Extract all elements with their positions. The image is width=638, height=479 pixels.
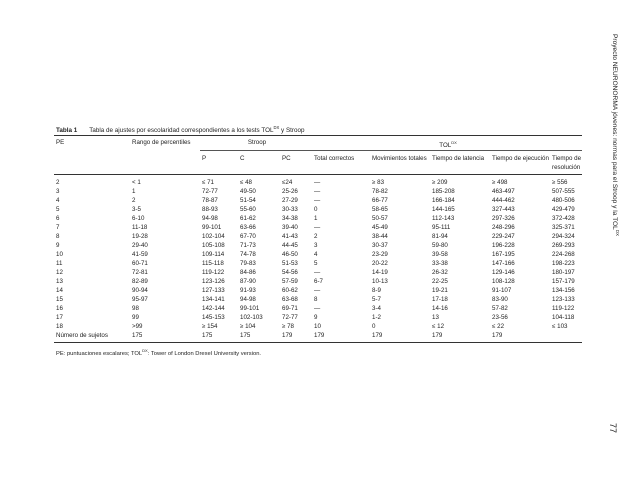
table-cell: 7	[56, 224, 60, 232]
column-header: PC	[280, 151, 312, 175]
table-row	[54, 250, 582, 259]
table-cell: 14-19	[372, 269, 388, 277]
table-cell: 19-28	[132, 233, 148, 241]
table-row	[54, 286, 582, 295]
table-cell: 444-462	[492, 197, 515, 205]
column-header: Tiempo de ejecución	[490, 151, 550, 175]
table-cell: 57-59	[282, 278, 298, 286]
table-cell: 269-293	[552, 242, 575, 250]
table-cell: 95-97	[132, 296, 148, 304]
table-cell: 66-77	[372, 197, 388, 205]
table-cell: 5	[56, 206, 60, 214]
table-cell: 5-7	[372, 296, 381, 304]
table-cell: 38-44	[372, 233, 388, 241]
table-cell: 51-54	[240, 197, 256, 205]
table-cell: 9	[314, 314, 318, 322]
table-cell: —	[314, 224, 321, 232]
table-cell: 179	[280, 331, 312, 343]
table-cell: 0	[314, 206, 318, 214]
table-cell: 179	[312, 331, 370, 343]
header-tol	[312, 136, 582, 151]
table-cell: 51-53	[282, 260, 298, 268]
table-cell: 81-94	[432, 233, 448, 241]
table-cell: 72-77	[282, 314, 298, 322]
column-header: Tiempo de resolución	[550, 151, 582, 175]
table-cell: 22-25	[432, 278, 448, 286]
table-cell: 50-57	[372, 215, 388, 223]
table-row	[54, 295, 582, 304]
running-header	[608, 34, 620, 284]
table-cell: 372-428	[552, 215, 575, 223]
table-body	[54, 175, 582, 343]
table-cell: 6-10	[132, 215, 145, 223]
column-header: C	[238, 151, 280, 175]
table-cell: 115-118	[202, 260, 224, 268]
table-row	[54, 214, 582, 223]
table-cell: 175	[200, 331, 238, 343]
table-label: Tabla 1	[56, 127, 78, 135]
table-cell: 27-29	[282, 197, 298, 205]
table-cell: 91-107	[492, 287, 512, 295]
table-cell: 175	[130, 331, 200, 343]
table-cell: 3	[56, 188, 60, 196]
table-cell: 2	[314, 233, 318, 241]
table-row	[54, 304, 582, 313]
table-cell: 63-68	[282, 296, 298, 304]
table-cell: 98	[132, 305, 139, 313]
header-blank-1	[54, 151, 130, 175]
table-row	[54, 259, 582, 268]
table-cell: 8	[56, 233, 60, 241]
table-container	[54, 123, 582, 358]
table-cell: 142-144	[202, 305, 225, 313]
table-cell: 119-122	[552, 305, 575, 313]
table-cell: 57-82	[492, 305, 508, 313]
table-cell: 10	[56, 251, 63, 259]
table-cell: 15	[56, 296, 63, 304]
table-cell: ≥ 154	[202, 323, 218, 331]
table-cell: 23-56	[492, 314, 508, 322]
table-cell: 134-156	[552, 287, 575, 295]
table-cell: ≤ 103	[552, 323, 568, 331]
table-title: Tabla de ajustes por escolaridad correspondientes a los tests TOL	[89, 127, 274, 135]
table-cell: 144-165	[432, 206, 455, 214]
table-cell: 4	[56, 197, 60, 205]
table-cell: 99-101	[240, 305, 260, 313]
table-cell: 54-56	[282, 269, 298, 277]
table-cell: 10	[314, 323, 321, 331]
table-cell: 11	[56, 260, 63, 268]
table-cell: 60-62	[282, 287, 298, 295]
table-cell: 105-108	[202, 242, 225, 250]
table-cell: 11-18	[132, 224, 148, 232]
page-number: 77	[608, 423, 618, 434]
table-row	[54, 313, 582, 322]
data-table	[54, 136, 582, 343]
table-caption	[54, 123, 582, 136]
table-row	[54, 223, 582, 232]
table-cell: ≤ 48	[240, 179, 252, 187]
table-cell: 102-104	[202, 233, 225, 241]
table-cell: —	[314, 179, 321, 187]
footnote-sup: DX	[142, 348, 148, 354]
table-cell: 297-326	[492, 215, 515, 223]
column-header: P	[200, 151, 238, 175]
column-header: Total correctos	[312, 151, 370, 175]
table-cell: —	[314, 287, 321, 295]
table-cell: 224-268	[552, 251, 575, 259]
table-cell: 29-40	[132, 242, 148, 250]
table-cell: >99	[132, 323, 143, 331]
table-cell: ≥ 556	[552, 179, 568, 187]
table-cell: 5	[314, 260, 318, 268]
table-cell: 109-114	[202, 251, 225, 259]
column-header: Movimientos totales	[370, 151, 430, 175]
table-cell: 429-479	[552, 206, 575, 214]
table-cell: 30-33	[282, 206, 298, 214]
table-cell: —	[314, 197, 321, 205]
table-cell: 9	[56, 242, 60, 250]
footnote-text: PE: puntuaciones escalares; TOL	[56, 350, 143, 357]
table-cell: 294-324	[552, 233, 575, 241]
table-cell: 6	[56, 215, 60, 223]
table-cell: 49-50	[240, 188, 256, 196]
table-cell: 102-103	[240, 314, 263, 322]
table-cell: 58-65	[372, 206, 388, 214]
table-cell: —	[314, 305, 321, 313]
table-cell: 2	[132, 197, 136, 205]
table-cell: 94-98	[240, 296, 256, 304]
table-row	[54, 277, 582, 286]
table-cell: 507-555	[552, 188, 575, 196]
table-cell: 60-71	[132, 260, 148, 268]
table-cell: 196-228	[492, 242, 515, 250]
table-cell: 59-80	[432, 242, 448, 250]
table-cell: 6-7	[314, 278, 323, 286]
table-cell: 45-49	[372, 224, 388, 232]
table-cell: —	[314, 269, 321, 277]
table-cell: 88-93	[202, 206, 218, 214]
table-cell: 104-118	[552, 314, 575, 322]
table-cell: 83-90	[492, 296, 508, 304]
table-cell: ≤24	[282, 179, 293, 187]
table-row	[54, 196, 582, 205]
table-cell: 175	[238, 331, 280, 343]
header-tol-label: TOL	[439, 142, 452, 150]
table-cell: 34-38	[282, 215, 298, 223]
table-cell: 480-506	[552, 197, 575, 205]
footnote-suffix: : Tower of London Drexel University version.	[147, 350, 262, 357]
table-cell: 33-38	[432, 260, 448, 268]
table-cell: 95-111	[432, 224, 451, 232]
table-cell: 69-71	[282, 305, 298, 313]
table-cell: ≥ 83	[372, 179, 385, 187]
table-cell: 129-146	[492, 269, 515, 277]
table-cell: 25-26	[282, 188, 298, 196]
table-cell: ≤ 12	[432, 323, 445, 331]
table-cell: 112-143	[432, 215, 455, 223]
table-cell: 108-128	[492, 278, 515, 286]
table-cell: ≥ 209	[432, 179, 448, 187]
table-cell: 3-4	[372, 305, 381, 313]
table-cell: 167-195	[492, 251, 515, 259]
table-cell: 123-133	[552, 296, 575, 304]
table-cell: 3-5	[132, 206, 141, 214]
table-cell: ≥ 78	[282, 323, 294, 331]
table-cell: 3	[314, 242, 318, 250]
table-cell: 1-2	[372, 314, 381, 322]
table-title-sup: DX	[273, 125, 280, 130]
table-cell: 4	[314, 251, 318, 259]
table-cell: 0	[372, 323, 376, 331]
table-cell: 1	[314, 215, 318, 223]
table-cell: 23-29	[372, 251, 388, 259]
table-row	[54, 187, 582, 196]
table-cell: 41-59	[132, 251, 148, 259]
table-cell: 30-37	[372, 242, 388, 250]
table-row	[54, 268, 582, 277]
table-cell: 14	[56, 287, 63, 295]
table-cell: 325-371	[552, 224, 575, 232]
table-cell: 39-58	[432, 251, 448, 259]
table-cell: 463-497	[492, 188, 515, 196]
table-cell: 17	[56, 314, 63, 322]
table-cell: 78-87	[202, 197, 218, 205]
table-cell: 8-9	[372, 287, 381, 295]
table-cell: 185-208	[432, 188, 455, 196]
table-cell: 74-78	[240, 251, 256, 259]
table-cell: 71-73	[240, 242, 256, 250]
table-cell: 18	[56, 323, 63, 331]
table-row	[54, 241, 582, 250]
table-cell: 90-94	[132, 287, 148, 295]
table-cell: 10-13	[372, 278, 388, 286]
table-cell: 147-166	[492, 260, 515, 268]
header-pe: PE	[56, 139, 65, 146]
column-header-row	[54, 151, 582, 175]
table-cell: 39-40	[282, 224, 298, 232]
header-stroop-label: Stroop	[247, 139, 267, 146]
table-cell: 17-18	[432, 296, 448, 304]
column-header: Tiempo de latencia	[430, 151, 490, 175]
table-cell: 248-296	[492, 224, 515, 232]
table-cell: 55-60	[240, 206, 256, 214]
table-cell: 79-83	[240, 260, 256, 268]
table-cell: < 1	[132, 179, 141, 187]
table-cell: 94-98	[202, 215, 218, 223]
table-cell: 157-179	[552, 278, 575, 286]
table-cell: 12	[56, 269, 63, 277]
table-cell: 13	[432, 314, 439, 322]
table-row	[54, 175, 582, 188]
table-cell: 8	[314, 296, 318, 304]
table-cell: 179	[430, 331, 490, 343]
table-row	[54, 205, 582, 214]
table-row	[54, 232, 582, 241]
table-row	[54, 322, 582, 331]
table-cell: 19-21	[432, 287, 448, 295]
table-cell: 166-184	[432, 197, 455, 205]
header-rango: Rango de percentiles	[132, 139, 191, 146]
table-cell: 67-70	[240, 233, 256, 241]
table-cell: 134-141	[202, 296, 225, 304]
table-cell: 179	[490, 331, 550, 343]
table-title-suffix: y Stroop	[279, 127, 305, 135]
table-row	[54, 331, 582, 343]
table-cell: 14-16	[432, 305, 448, 313]
table-cell: 127-133	[202, 287, 225, 295]
table-footnote	[54, 343, 582, 358]
table-cell: 26-32	[432, 269, 448, 277]
table-cell: ≤ 22	[492, 323, 505, 331]
table-cell: ≥ 498	[492, 179, 508, 187]
table-cell: ≤ 71	[202, 179, 214, 187]
table-cell: 72-81	[132, 269, 148, 277]
table-cell: 78-82	[372, 188, 388, 196]
header-stroop	[200, 136, 312, 151]
table-cell: —	[314, 188, 321, 196]
table-cell: 84-86	[240, 269, 256, 277]
table-cell: 327-443	[492, 206, 515, 214]
table-cell: 123-126	[202, 278, 225, 286]
table-cell: Número de sujetos	[54, 331, 130, 343]
running-header-text: Proyecto NEURONORMA jóvenes: normas para el Stroop y la TOL	[610, 34, 618, 230]
table-cell: 82-89	[132, 278, 148, 286]
table-cell: 99-101	[202, 224, 222, 232]
table-cell: 61-62	[240, 215, 256, 223]
table-cell: 1	[132, 188, 136, 196]
table-cell: 198-223	[552, 260, 575, 268]
table-cell: 145-153	[202, 314, 225, 322]
table-cell	[550, 331, 582, 343]
running-header-sup: DX	[615, 229, 620, 236]
table-cell: 20-22	[372, 260, 388, 268]
table-cell: 180-197	[552, 269, 575, 277]
table-cell: 13	[56, 278, 63, 286]
table-cell: 91-93	[240, 287, 256, 295]
table-cell: 41-43	[282, 233, 298, 241]
table-cell: 2	[56, 179, 60, 187]
table-cell: 44-45	[282, 242, 298, 250]
table-cell: ≥ 104	[240, 323, 256, 331]
header-blank-2	[130, 151, 200, 175]
table-cell: 46-50	[282, 251, 298, 259]
table-cell: 72-77	[202, 188, 218, 196]
table-cell: 87-90	[240, 278, 256, 286]
table-cell: 63-66	[240, 224, 256, 232]
table-cell: 229-247	[492, 233, 515, 241]
header-tol-sup: DX	[451, 140, 457, 145]
table-cell: 99	[132, 314, 139, 322]
table-cell: 16	[56, 305, 63, 313]
table-cell: 119-122	[202, 269, 225, 277]
table-cell: 179	[370, 331, 430, 343]
